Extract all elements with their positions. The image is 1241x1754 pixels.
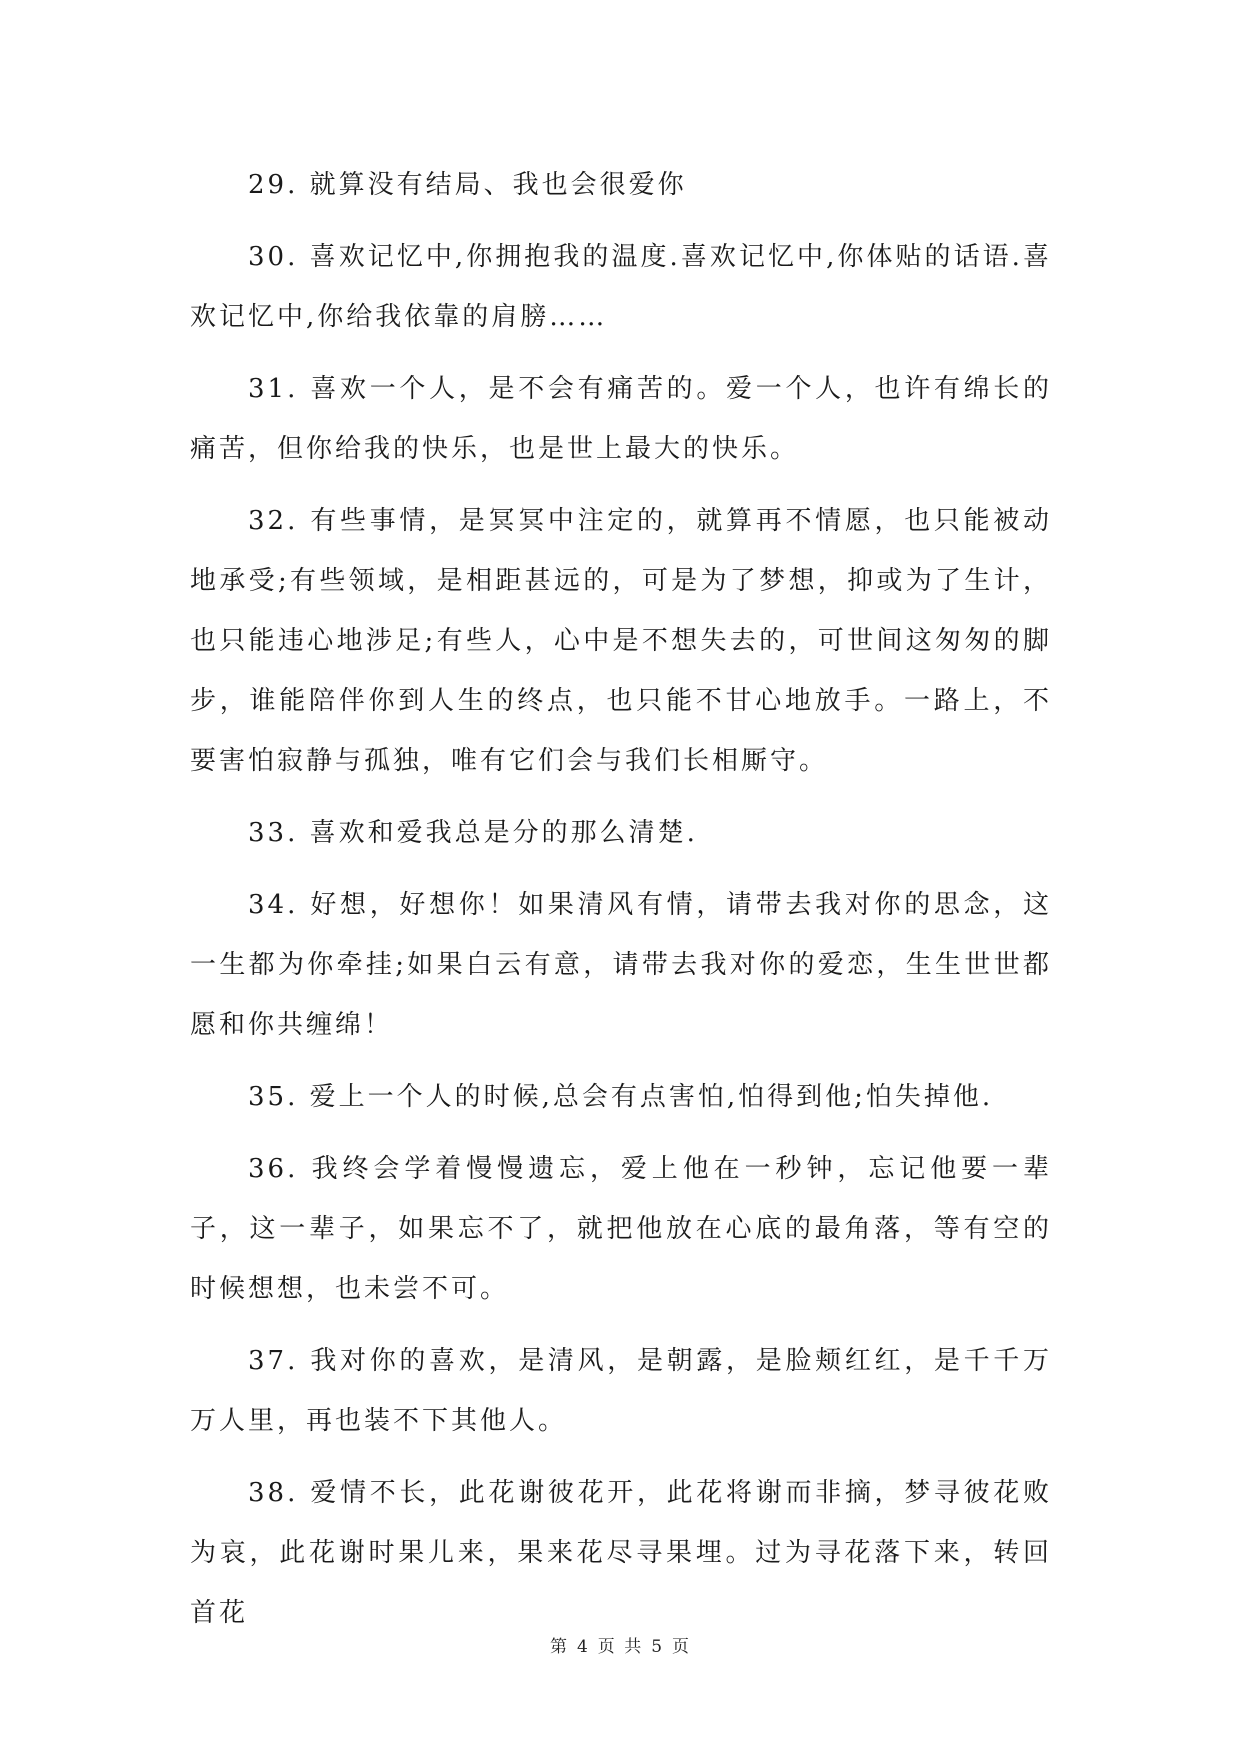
paragraph-33 xyxy=(190,803,1052,863)
paragraph-text: 就算没有结局、我也会很爱你 xyxy=(309,170,687,200)
paragraph-number: 32. xyxy=(248,506,299,536)
footer-middle: 页 共 xyxy=(597,1637,644,1657)
page-footer xyxy=(0,1632,1241,1657)
paragraph-32 xyxy=(190,491,1052,791)
paragraph-36 xyxy=(190,1139,1052,1319)
paragraph-text: 喜欢记忆中,你拥抱我的温度.喜欢记忆中,你体贴的话语.喜欢记忆中,你给我依靠的肩膀…… xyxy=(190,242,1052,332)
paragraph-text: 喜欢一个人，是不会有痛苦的。爱一个人，也许有绵长的痛苦，但你给我的快乐，也是世上最大的快乐。 xyxy=(190,374,1052,464)
paragraph-38 xyxy=(190,1463,1052,1643)
paragraph-number: 36. xyxy=(248,1154,299,1184)
footer-current-page: 4 xyxy=(576,1637,590,1657)
paragraph-text: 爱情不长，此花谢彼花开，此花将谢而非摘，梦寻彼花败为哀，此花谢时果儿来，果来花尽寻果埋。过为寻花落下来，转回首花 xyxy=(190,1478,1052,1628)
paragraph-number: 38. xyxy=(248,1478,299,1508)
paragraph-number: 37. xyxy=(248,1346,299,1376)
paragraph-text: 有些事情，是冥冥中注定的，就算再不情愿，也只能被动地承受;有些领域，是相距甚远的，可是为了梦想，抑或为了生计，也只能违心地涉足;有些人，心中是不想失去的，可世间这匆匆的脚步，谁能陪伴你到人生的终点，也只能不甘心地放手。一路上，不要害怕寂静与孤独，唯有它们会与我们长相厮守。 xyxy=(190,506,1052,776)
paragraph-29 xyxy=(190,155,1052,215)
paragraph-number: 31. xyxy=(248,374,299,404)
paragraph-number: 29. xyxy=(248,170,299,200)
paragraph-number: 34. xyxy=(248,890,299,920)
footer-total-pages: 5 xyxy=(651,1637,665,1657)
paragraph-35 xyxy=(190,1067,1052,1127)
footer-prefix: 第 xyxy=(549,1637,569,1657)
paragraph-text: 好想，好想你！如果清风有情，请带去我对你的思念，这一生都为你牵挂;如果白云有意，请带去我对你的爱恋，生生世世都愿和你共缠绵！ xyxy=(190,890,1052,1040)
document-body xyxy=(190,155,1052,1655)
paragraph-text: 爱上一个人的时候,总会有点害怕,怕得到他;怕失掉他. xyxy=(309,1082,994,1112)
paragraph-34 xyxy=(190,875,1052,1055)
paragraph-number: 35. xyxy=(248,1082,299,1112)
paragraph-text: 我终会学着慢慢遗忘，爱上他在一秒钟，忘记他要一辈子，这一辈子，如果忘不了，就把他放在心底的最角落，等有空的时候想想，也未尝不可。 xyxy=(190,1154,1052,1304)
paragraph-37 xyxy=(190,1331,1052,1451)
paragraph-31 xyxy=(190,359,1052,479)
paragraph-30 xyxy=(190,227,1052,347)
footer-suffix: 页 xyxy=(672,1637,692,1657)
paragraph-text: 喜欢和爱我总是分的那么清楚. xyxy=(309,818,698,848)
paragraph-number: 33. xyxy=(248,818,299,848)
paragraph-text: 我对你的喜欢，是清风，是朝露，是脸颊红红，是千千万万人里，再也装不下其他人。 xyxy=(190,1346,1052,1436)
paragraph-number: 30. xyxy=(248,242,299,272)
